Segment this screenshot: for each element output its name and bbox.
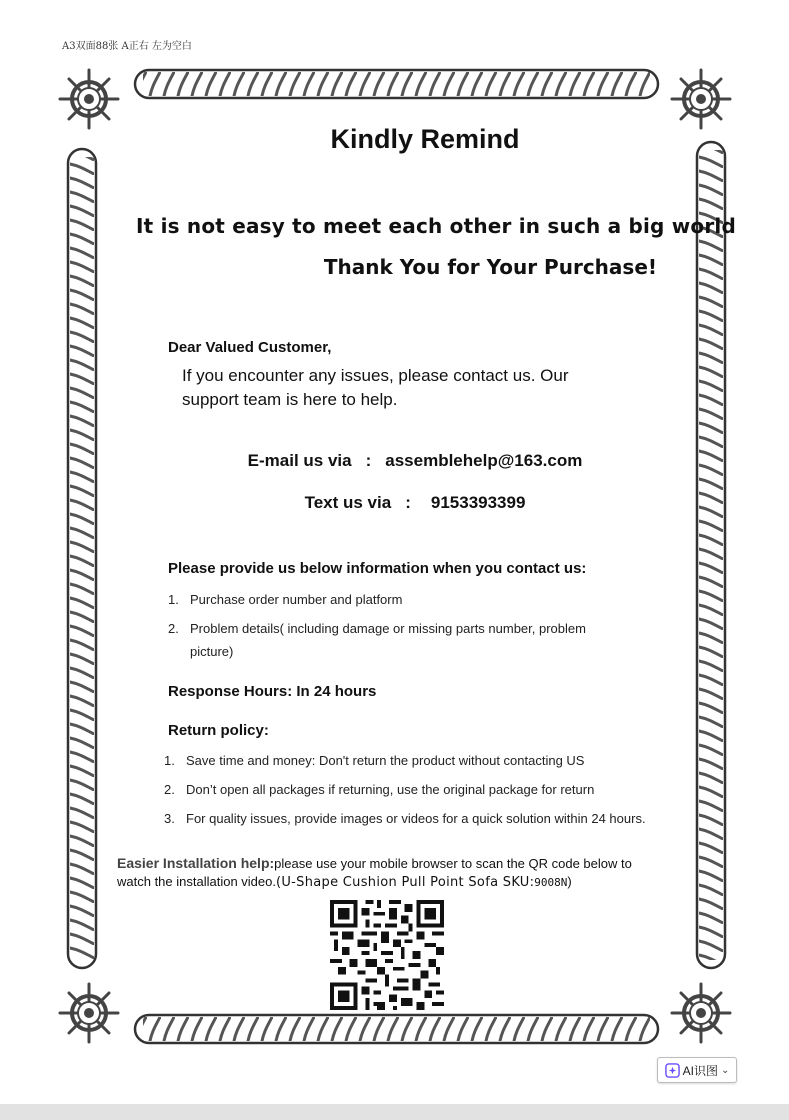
installation-help xyxy=(117,854,662,892)
install-close: ) xyxy=(567,874,572,889)
list-item: 2. Don’t open all packages if returning, use the original package for return xyxy=(164,782,595,797)
return-list xyxy=(164,749,648,836)
phone-value[interactable]: 9153393399 xyxy=(430,493,526,512)
list-item: 3. For quality issues, provide images or videos for a quick solution within 24 hours. xyxy=(164,811,646,826)
info-list xyxy=(168,588,628,669)
bottom-bar xyxy=(0,1104,789,1120)
email-sep: : xyxy=(365,451,372,470)
ai-recognize-button[interactable] xyxy=(657,1057,737,1083)
install-lead: Easier Installation help: xyxy=(117,855,275,871)
email-label: E-mail us via xyxy=(247,451,352,470)
email-line xyxy=(0,451,789,471)
ship-wheel-icon xyxy=(670,982,732,1044)
list-item: 1. Save time and money: Don't return the product without contacting US xyxy=(164,753,585,768)
ship-wheel-icon xyxy=(58,982,120,1044)
install-text: please use your mobile browser to scan the QR code below to watch the installation video. xyxy=(117,856,632,889)
list-item: 1. Purchase order number and platform xyxy=(168,592,403,607)
greeting: Dear Valued Customer, xyxy=(168,339,332,356)
info-heading: Please provide us below information when you contact us: xyxy=(168,560,587,577)
list-item: 2. Problem details( including damage or missing parts number, problem picture) xyxy=(168,621,586,659)
install-sku: 9008N xyxy=(534,876,568,889)
text-line xyxy=(0,493,789,513)
print-note: A3双面88张 A正右 左为空白 xyxy=(62,41,192,52)
ai-button-label: AI识图 xyxy=(682,1063,718,1078)
page-title: Kindly Remind xyxy=(330,124,520,154)
ai-sparkle-icon xyxy=(665,1063,680,1078)
qr-code-icon[interactable] xyxy=(330,900,444,1010)
return-heading: Return policy: xyxy=(168,722,269,739)
thank-you-line: Thank You for Your Purchase! xyxy=(323,255,657,279)
ship-wheel-icon xyxy=(670,68,732,130)
text-label: Text us via xyxy=(304,493,392,512)
response-hours: Response Hours: In 24 hours xyxy=(168,683,377,700)
text-sep: : xyxy=(405,493,411,512)
email-value[interactable]: assemblehelp@163.com xyxy=(385,451,583,470)
rope-border-right xyxy=(695,140,727,970)
rope-border-left xyxy=(66,147,98,970)
ship-wheel-icon xyxy=(58,68,120,130)
rope-border-bottom xyxy=(133,1013,660,1045)
install-product: (U-Shape Cushion Pull Point Sofa SKU: xyxy=(275,875,535,890)
rope-border-top xyxy=(133,68,660,100)
tagline: It is not easy to meet each other in such a big world xyxy=(136,214,736,238)
chevron-down-icon[interactable]: ⌄ xyxy=(720,1064,730,1076)
intro-text: If you encounter any issues, please contact us. Our support team is here to help. xyxy=(182,366,569,409)
